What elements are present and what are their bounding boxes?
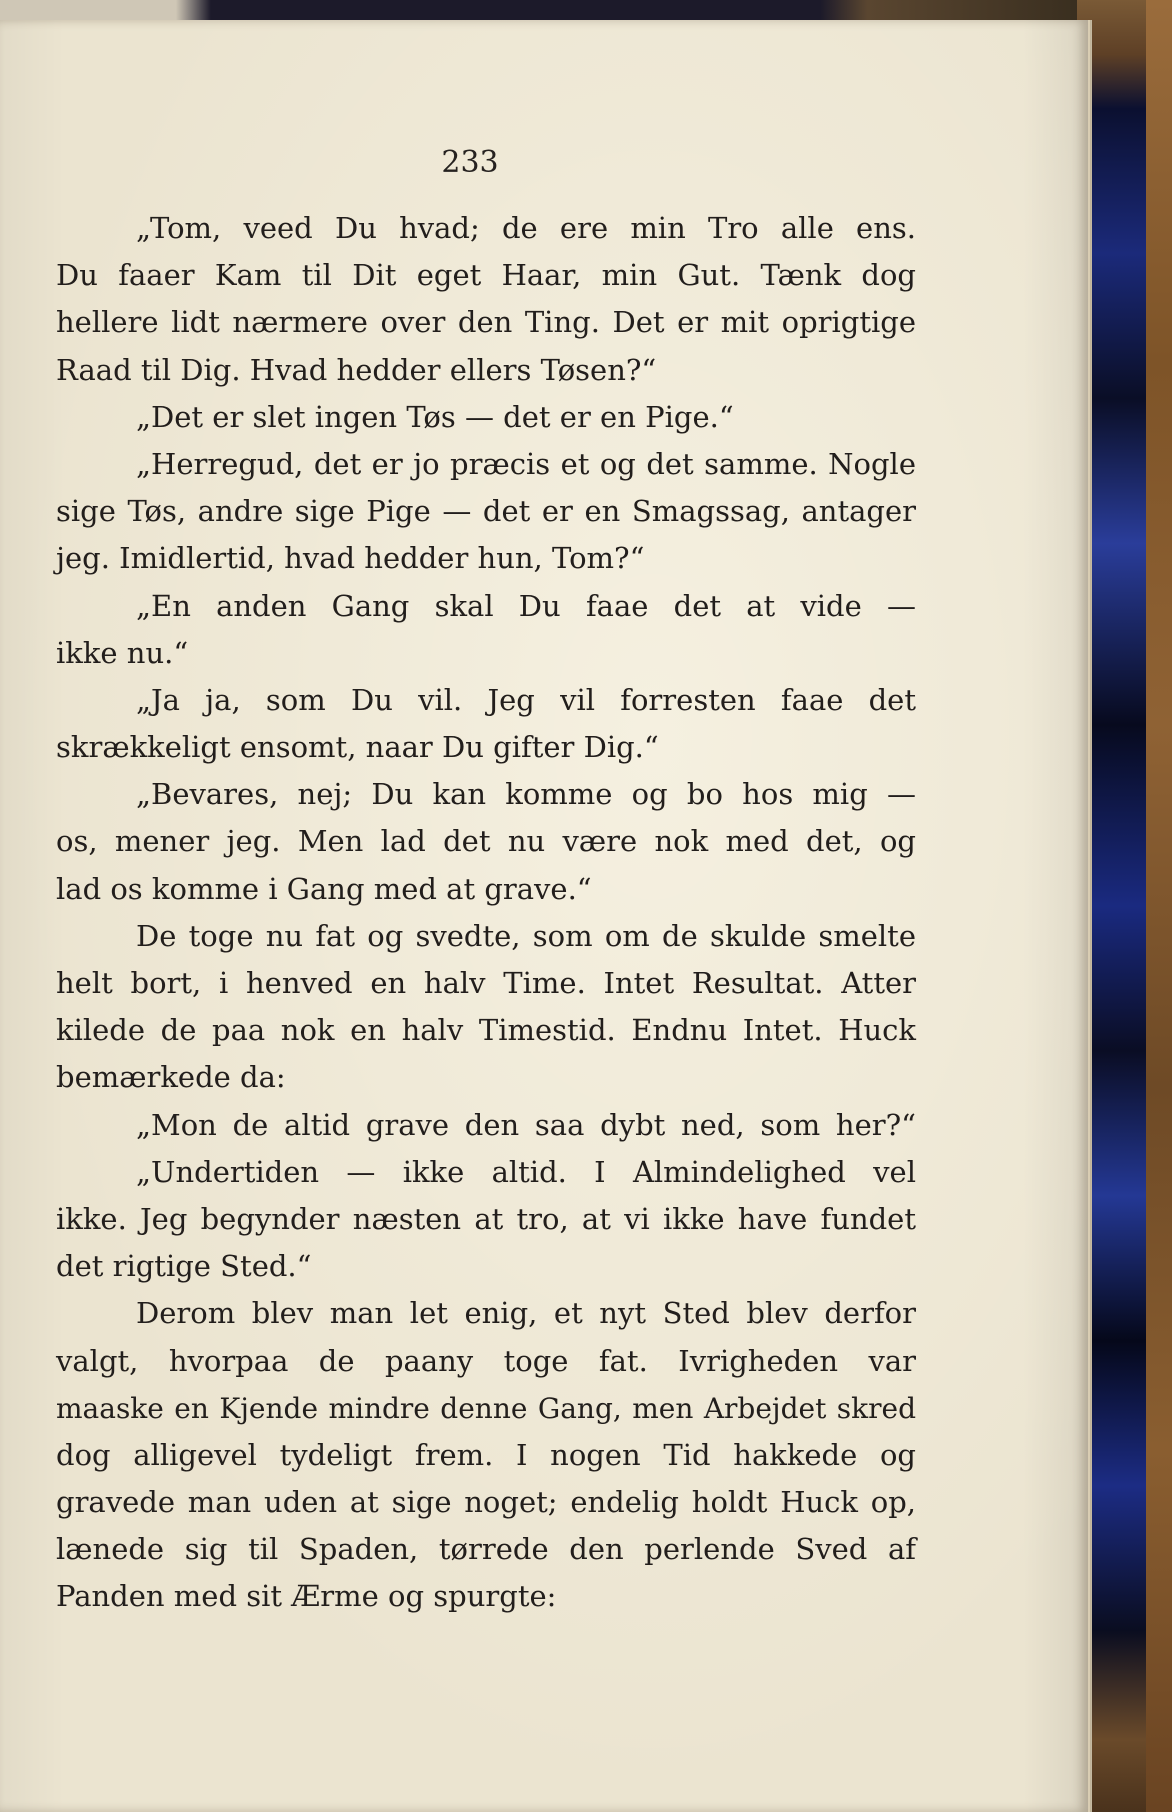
text-line: „Tom, veed Du hvad; de ere min Tro alle ens. — [136, 211, 916, 245]
text-line: bemærkede da: — [56, 1060, 286, 1095]
page-text — [56, 205, 916, 1621]
text-line: dog alligevel tydeligt frem. I nogen Tid hakkede og — [56, 1437, 916, 1472]
text-line: gravede man uden at sige noget; endelig holdt Huck op, — [56, 1485, 916, 1520]
text-line: lænede sig til Spaden, tørrede den perlende Sved af — [56, 1532, 916, 1567]
book-spine — [1146, 0, 1172, 1812]
text-line: De toge nu fat og svedte, som om de skulde smelte — [136, 918, 916, 953]
text-line: „Det er slet ingen Tøs — det er en Pige.“ — [136, 399, 734, 434]
text-line: „Mon de altid grave den saa dybt ned, som her?“ — [136, 1107, 916, 1142]
text-line: ikke. Jeg begynder næsten at tro, at vi ikke have fundet — [56, 1201, 916, 1236]
text-line: ikke nu.“ — [56, 635, 189, 670]
text-line: os, mener jeg. Men lad det nu være nok med det, og — [56, 824, 916, 859]
text-line: sige Tøs, andre sige Pige — det er en Smagssag, antager — [56, 494, 916, 529]
text-line: „Bevares, nej; Du kan komme og bo hos mig — — [136, 777, 916, 812]
text-line: det rigtige Sted.“ — [56, 1249, 312, 1284]
text-line: helt bort, i henved en halv Time. Intet Resultat. Atter — [56, 966, 916, 1000]
text-line: Raad til Dig. Hvad hedder ellers Tøsen?“ — [56, 352, 657, 387]
text-line: jeg. Imidlertid, hvad hedder hun, Tom?“ — [56, 541, 645, 576]
text-line: „En anden Gang skal Du faae det at vide — — [136, 588, 916, 623]
text-line: kilede de paa nok en halv Timestid. Endnu Intet. Huck — [56, 1013, 916, 1048]
text-line: Panden med sit Ærme og spurgte: — [56, 1579, 557, 1614]
text-line: lad os komme i Gang med at grave.“ — [56, 871, 592, 906]
text-line: hellere lidt nærmere over den Ting. Det er mit oprigtige — [56, 305, 916, 340]
text-line: maaske en Kjende mindre denne Gang, men Arbejdet skred — [56, 1391, 916, 1425]
page-number: 233 — [441, 145, 499, 180]
text-line: valgt, hvorpaa de paany toge fat. Ivrigheden var — [56, 1343, 916, 1378]
text-line: skrækkeligt ensomt, naar Du gifter Dig.“ — [56, 730, 659, 765]
text-line: „Undertiden — ikke altid. I Almindelighed vel — [136, 1154, 916, 1189]
text-line: „Herregud, det er jo præcis et og det samme. Nogle — [136, 446, 916, 481]
text-line: „Ja ja, som Du vil. Jeg vil forresten faae det — [136, 682, 916, 717]
text-line: Du faaer Kam til Dit eget Haar, min Gut. Tænk dog — [56, 258, 916, 293]
text-line: Derom blev man let enig, et nyt Sted blev derfor — [136, 1296, 916, 1331]
